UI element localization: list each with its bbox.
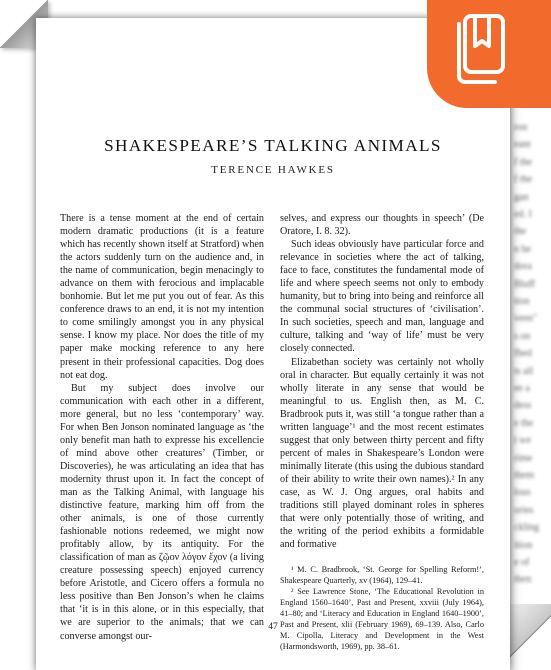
- background-text-fragment: ckling: [514, 522, 539, 534]
- background-text-fragment: rime: [514, 452, 533, 464]
- background-text-fragment: n he: [514, 243, 531, 255]
- background-text-fragment: f the: [514, 156, 533, 168]
- background-text-fragment: e of: [514, 557, 530, 568]
- background-text-fragment: s on: [514, 330, 531, 342]
- background-text-fragment: gan: [514, 191, 529, 203]
- footnotes: [280, 564, 484, 652]
- open-reader-button[interactable]: [427, 0, 551, 108]
- background-text-fragment: veen": [514, 313, 537, 325]
- background-text-fragment: tion: [514, 296, 530, 307]
- background-text-fragment: e the: [514, 417, 534, 429]
- background-text-fragment: Bluff: [514, 278, 535, 290]
- background-text-fragment: ition: [514, 539, 533, 551]
- paragraph: Elizabethan society was certainly not wholly oral in character. But equally certainly it was not wholly literate in any sense that would be meaningful to us. English then, as M. C. Bradbrook puts it, was still ‘a tongue rather than a written language’¹ and the most recent estimates suggest that only between thirty percent and fifty percent of males in Shakespeare’s London were minimally literate (this using the dubious standard of their ability to write their own names).² In any case, as W. J. Ong argues, oral habits and traditions still played dominant roles in spheres that were only potentially those of writing, and the writing of the period exhibits a formidable and formative: [280, 356, 484, 551]
- footnote: ¹ M. C. Bradbrook, ‘St. George for Spelling Reform!’, Shakespeare Quarterly, xv (1964), 129–41.: [280, 565, 484, 586]
- background-text-fragment: the: [514, 226, 527, 238]
- text-column-right: [280, 212, 484, 652]
- article-page: [36, 18, 510, 670]
- background-text-fragment: ee a: [514, 383, 530, 394]
- paragraph: There is a tense moment at the end of certain modern dramatic productions (it is a feature which has recently shown itself at Stratford) when the actors suddenly turn on the audience and, in the name of communication, begin menacingly to advance on them with ferocious and implacable bonhomie. But let me put you out of fear. As this conference draws to an end, it is not my intention to come smilingly amongst you in any physical sense. I know my place. Nor does the title of my paper make mocking reference to any here present in their professional capacities. Dog does not eat dog.: [60, 213, 264, 381]
- background-text-fragment: fhed: [514, 348, 532, 360]
- background-text-fragment: dess: [514, 400, 532, 412]
- footnote: ² See Lawrence Stone, ‘The Educational Revolution in England 1560–1640’, Past and Present, xxviii (July 1964), 41–80; and ‘Literacy and Education in England 1640–1900’, Past and Present, xlii (February 1969), 69–139. Also, Carlo M. Cipolla, Literacy and Development in the West (Harmondsworth, 1969), pp. 38–61.: [280, 587, 484, 652]
- background-text-fragment: ron: [514, 122, 528, 133]
- article-title: SHAKESPEARE’S TALKING ANIMALS: [104, 136, 442, 155]
- page-number: 47: [268, 622, 278, 632]
- paragraph: selves, and express our thoughts in speech’ (De Oratore, I. 8. 32).: [280, 213, 484, 238]
- background-text-fragment: dora: [514, 261, 532, 273]
- background-text-fragment: f the: [514, 174, 533, 186]
- background-text-fragment: lous: [514, 487, 531, 499]
- background-text-fragment: ories: [514, 504, 534, 516]
- article-author: TERENCE HAWKES: [211, 164, 335, 176]
- background-text-fragment: ed. I: [514, 209, 532, 220]
- paragraph: But my subject does involve our communication with each other in a different, more general, but no less ‘contemporary’ way. For when Ben Jonson nominated language as ‘the only benefit man hath to expresse his excellencie of mind above other creatures’ (Timber, or Discoveries), he was articulating an idea that has modernity thrust upon it. In fact the concept of man as the Talking Animal, with language his distinctive feature, marking him off from the other animals, is one of those currently fashionable notions redeemed, we might now profitably allow, by its antiquity. For the classification of man as ζῷον λόγον ἔχον (a living creature possessing speech) enjoyed currency before Aristotle, and Cicero offers a formula no less positive than Ben Jonson’s when he claims that ‘it is in this alone, or in this especially, that we are superior to the animals; that we can converse amongst our-: [60, 382, 264, 642]
- background-text-fragment: t we: [514, 435, 531, 447]
- open-book-reader-icon: [427, 0, 551, 108]
- text-column-left: [60, 212, 264, 643]
- background-text-fragment: eant: [514, 139, 531, 151]
- paragraph: Such ideas obviously have particular force and relevance in societies where the act of talking, face to face, constitutes the fundamental mode of life and where speech seems not only to embody humanity, but to bring into being and reinforce all the communal social structures of ‘civilisation’. In such societies, speech and man, language and culture, talking and ‘way of life’ must be very closely connected.: [280, 239, 484, 355]
- background-text-fragment: them: [514, 470, 534, 481]
- background-text-fragment: then: [514, 574, 532, 586]
- next-page-curl[interactable]: [509, 604, 551, 670]
- background-text-fragment: ts all: [514, 365, 534, 377]
